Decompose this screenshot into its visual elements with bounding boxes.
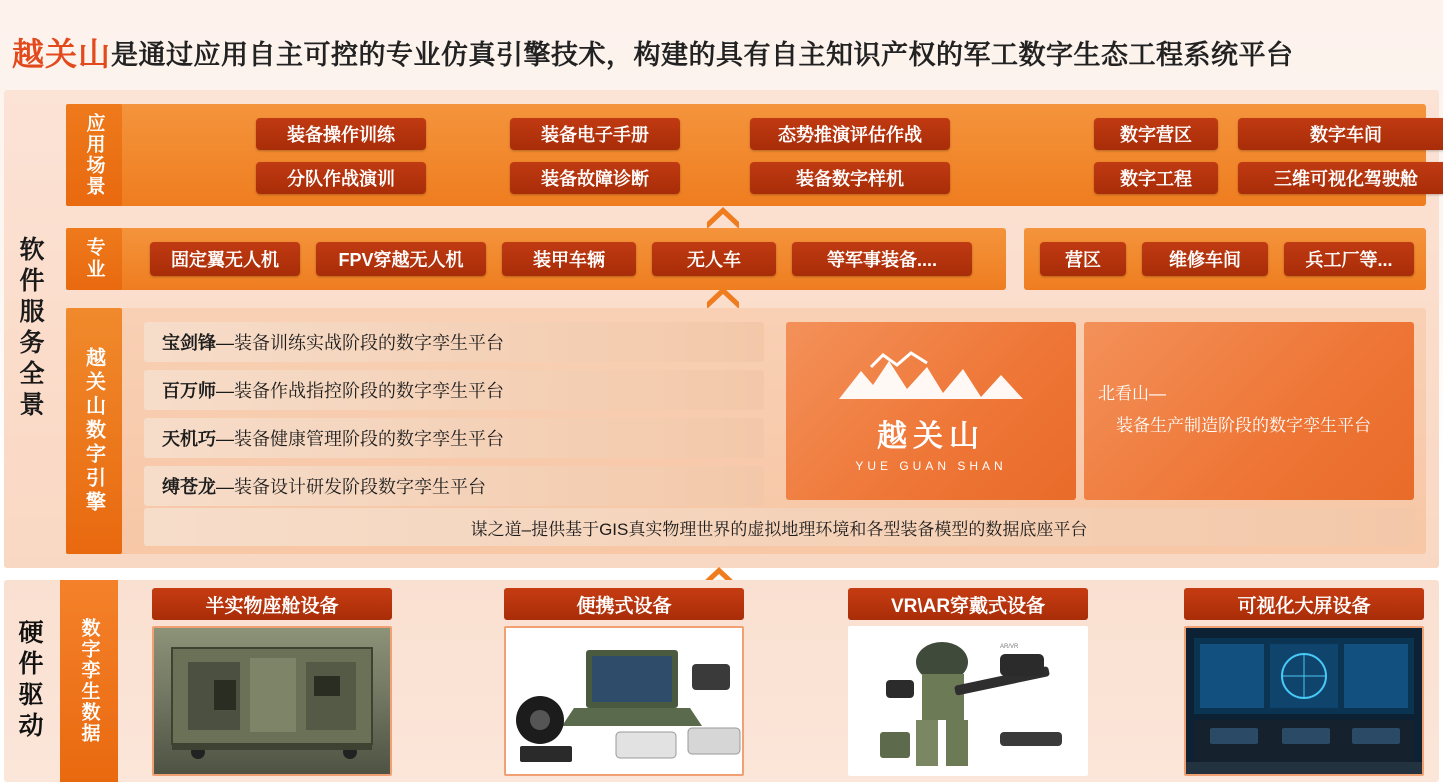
professional-row-right	[1024, 228, 1426, 290]
hardware-drive-panel	[4, 580, 1439, 782]
chip-other-military-equipment[interactable]: 等军事装备....	[792, 242, 972, 276]
chip-digital-workshop[interactable]: 数字车间	[1238, 118, 1443, 150]
application-scenario-row	[66, 104, 1426, 206]
page-title-brand: 越关山	[12, 36, 112, 72]
engine-desc-baiwanshi: —装备作战指控阶段的数字孪生平台	[216, 381, 504, 401]
hardware-title-large-screen: 可视化大屏设备	[1184, 588, 1424, 620]
chip-digital-engineering[interactable]: 数字工程	[1094, 162, 1218, 194]
beikanshan-block[interactable]	[1084, 322, 1414, 500]
large-screen-illustration	[1186, 628, 1422, 774]
chip-situation-deduction[interactable]: 态势推演评估作战	[750, 118, 950, 150]
software-service-panel	[4, 90, 1439, 568]
engine-bar-baiwanshi[interactable]	[144, 370, 764, 410]
engine-name-baojianfeng: 宝剑锋	[162, 333, 216, 353]
svg-text:AR/VR: AR/VR	[1000, 644, 1019, 650]
yueguanshan-logo	[786, 322, 1076, 500]
portable-equipment-illustration	[506, 628, 742, 774]
cockpit-simulator-illustration	[154, 628, 390, 774]
hardware-item-vr-ar[interactable]	[848, 588, 1088, 776]
mountain-logo-icon	[831, 349, 1031, 407]
engine-bar-tianjiqiao[interactable]	[144, 418, 764, 458]
software-side-label: 软件服务全景	[16, 236, 44, 422]
hardware-title-portable: 便携式设备	[504, 588, 744, 620]
logo-text-en: YUE GUAN SHAN	[855, 459, 1007, 473]
chip-digital-camp[interactable]: 数字营区	[1094, 118, 1218, 150]
chip-equipment-fault-diagnosis[interactable]: 装备故障诊断	[510, 162, 680, 194]
chip-3d-visual-cockpit[interactable]: 三维可视化驾驶舱	[1238, 162, 1443, 194]
page-title	[0, 28, 1443, 76]
hardware-title-vr-ar: VR\AR穿戴式设备	[848, 588, 1088, 620]
engine-bar-baojianfeng[interactable]	[144, 322, 764, 362]
hardware-item-portable[interactable]	[504, 588, 744, 776]
engine-name-tianjiqiao: 天机巧	[162, 429, 216, 449]
beikanshan-name: 北看山—	[1098, 384, 1166, 403]
engine-desc-baojianfeng: —装备训练实战阶段的数字孪生平台	[216, 333, 504, 353]
chip-equipment-operation-training[interactable]: 装备操作训练	[256, 118, 426, 150]
beikanshan-desc: 装备生产制造阶段的数字孪生平台	[1116, 416, 1371, 436]
digital-engine-label: 越关山数字引擎	[66, 308, 122, 554]
hardware-item-large-screen[interactable]	[1184, 588, 1424, 776]
chip-fpv-drone[interactable]: FPV穿越无人机	[316, 242, 486, 276]
chip-camp[interactable]: 营区	[1040, 242, 1126, 276]
logo-text-cn: 越关山	[877, 420, 985, 453]
chip-repair-workshop[interactable]: 维修车间	[1142, 242, 1268, 276]
page-title-rest: 是通过应用自主可控的专业仿真引擎技术，构建的具有自主知识产权的军工数字生态工程系统平台	[111, 39, 1294, 70]
hardware-sub-label: 数字孪生数据	[60, 580, 118, 782]
cockpit-simulator-photo	[152, 626, 392, 776]
chip-squad-combat-drill[interactable]: 分队作战演训	[256, 162, 426, 194]
portable-equipment-photo	[504, 626, 744, 776]
professional-row	[66, 228, 1006, 290]
chip-fixed-wing-uav[interactable]: 固定翼无人机	[150, 242, 300, 276]
chip-arsenal[interactable]: 兵工厂等...	[1284, 242, 1414, 276]
hardware-item-cockpit[interactable]	[152, 588, 392, 776]
chip-armored-vehicle[interactable]: 装甲车辆	[502, 242, 636, 276]
hardware-title-cockpit: 半实物座舱设备	[152, 588, 392, 620]
large-screen-display-photo	[1184, 626, 1424, 776]
chip-unmanned-vehicle[interactable]: 无人车	[652, 242, 776, 276]
professional-label: 专业	[66, 228, 122, 290]
hardware-side-label: 硬件驱动	[15, 619, 43, 743]
vr-ar-wearable-illustration	[850, 628, 1086, 774]
engine-desc-tianjiqiao: —装备健康管理阶段的数字孪生平台	[216, 429, 504, 449]
application-chip-group	[130, 104, 1420, 206]
digital-engine-row	[66, 308, 1426, 554]
engine-name-fucanglong: 缚苍龙	[162, 477, 216, 497]
chip-equipment-e-manual[interactable]: 装备电子手册	[510, 118, 680, 150]
chip-equipment-digital-prototype[interactable]: 装备数字样机	[750, 162, 950, 194]
engine-desc-fucanglong: —装备设计研发阶段数字孪生平台	[216, 477, 486, 497]
engine-name-baiwanshi: 百万师	[162, 381, 216, 401]
engine-bar-fucanglong[interactable]	[144, 466, 764, 506]
engine-bar-mouzhidao[interactable]: 谋之道–提供基于GIS真实物理世界的虚拟地理环境和各型装备模型的数据底座平台	[144, 508, 1414, 546]
vr-ar-wearable-photo	[848, 626, 1088, 776]
application-scenario-label: 应用场景	[66, 104, 122, 206]
